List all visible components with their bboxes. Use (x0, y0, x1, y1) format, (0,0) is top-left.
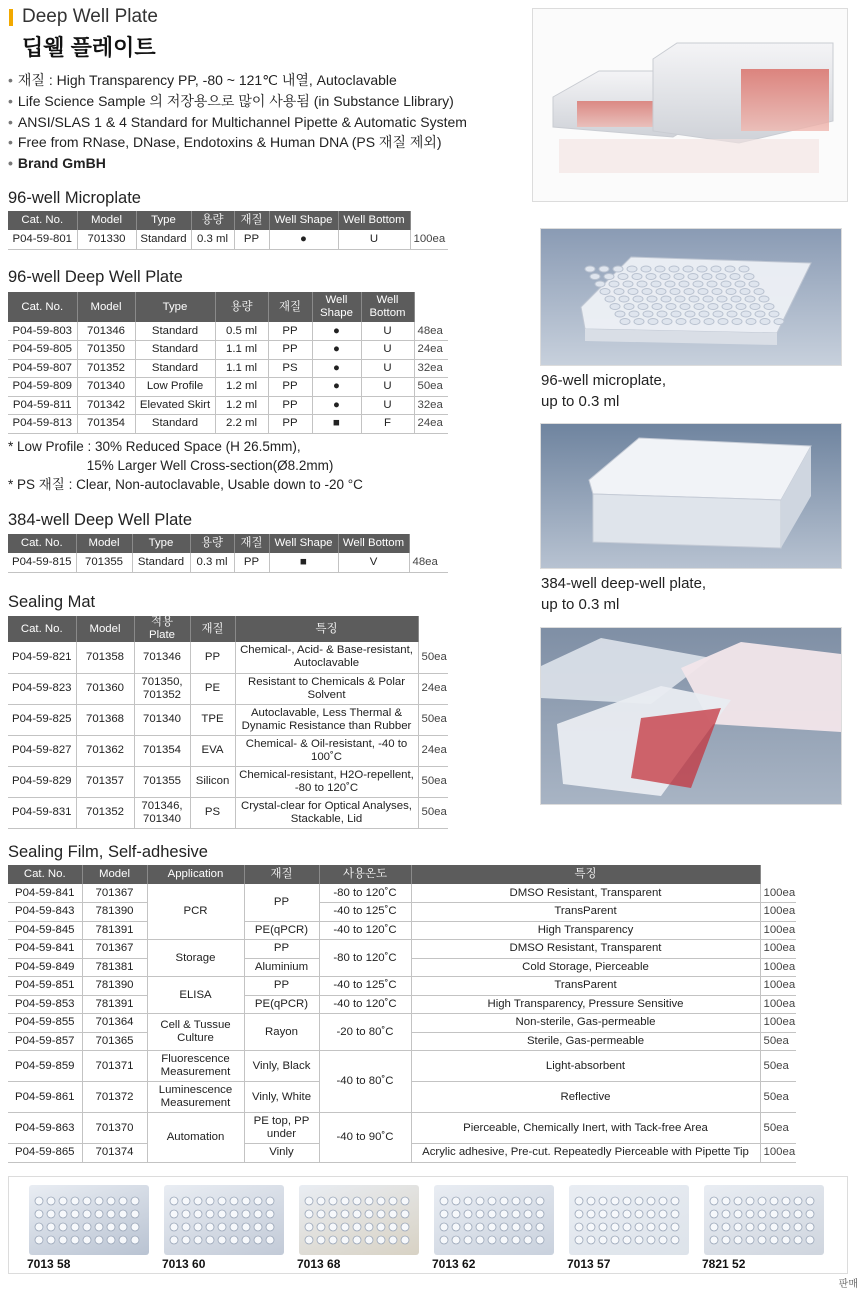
cell: U (361, 359, 414, 378)
cell: F (361, 415, 414, 434)
cell-temp: -40 to 120˚C (319, 995, 411, 1014)
cell: P04-59-823 (8, 673, 76, 704)
th-cat: Cat. No. (8, 865, 82, 884)
cell: P04-59-841 (8, 884, 82, 903)
cell: Chemical-resistant, H2O-repellent, -80 to 120˚C (235, 766, 418, 797)
cell-feature: Acrylic adhesive, Pre-cut. Repeatedly Pierceable with Pipette Tip (411, 1144, 760, 1163)
cell: P04-59-815 (8, 553, 76, 572)
cell: 701367 (82, 940, 147, 959)
cell: ● (312, 341, 361, 360)
table-row (8, 921, 796, 940)
cell-application: Automation (147, 1113, 244, 1163)
cell: TPE (190, 704, 235, 735)
cell-material: PE top, PP under (244, 1113, 319, 1144)
cell: Elevated Skirt (135, 396, 215, 415)
table-row (8, 884, 796, 903)
note-low-profile-2: 15% Larger Well Cross-section(Ø8.2mm) (8, 458, 334, 473)
cell: 781390 (82, 977, 147, 996)
cell: U (361, 396, 414, 415)
note-low-profile: * Low Profile : 30% Reduced Space (H 26.5mm), (8, 439, 301, 454)
cell: P04-59-829 (8, 766, 76, 797)
cell: ● (312, 378, 361, 397)
cell: 701368 (76, 704, 134, 735)
cell-qty: 50ea (760, 1082, 796, 1113)
section-title-mat: Sealing Mat (8, 593, 96, 611)
th-volume: 용량 (215, 292, 268, 322)
table-row (8, 977, 796, 996)
table-row (8, 735, 448, 766)
cell: Crystal-clear for Optical Analyses, Stackable, Lid (235, 797, 418, 828)
th-well-bottom: Well Bottom (361, 292, 414, 322)
table-header (8, 534, 448, 553)
cell: 701346 (134, 642, 190, 673)
cell: 701360 (76, 673, 134, 704)
photo-deep-well-plates (532, 8, 848, 202)
cell: 701370 (82, 1113, 147, 1144)
table-row (8, 797, 448, 828)
cell-temp: -80 to 120˚C (319, 884, 411, 903)
microplate-illustration (541, 229, 841, 365)
cell: U (338, 230, 410, 249)
cell-qty: 24ea (414, 415, 448, 434)
cell: Chemical-, Acid- & Base-resistant, Autoclavable (235, 642, 418, 673)
cell: 0.3 ml (191, 230, 234, 249)
cell: P04-59-861 (8, 1082, 82, 1113)
th-type: Type (135, 292, 215, 322)
th-model: Model (76, 534, 132, 553)
caption-microplate (541, 370, 666, 412)
th-blank (409, 534, 448, 553)
cell: 1.2 ml (215, 378, 268, 397)
cell-qty: 100ea (760, 958, 796, 977)
cell-material: Aluminium (244, 958, 319, 977)
cell-feature: Cold Storage, Pierceable (411, 958, 760, 977)
cell-feature: TransParent (411, 903, 760, 922)
cell: 701364 (82, 1014, 147, 1033)
cell: 701346, 701340 (134, 797, 190, 828)
cell-qty: 24ea (418, 673, 448, 704)
bullet-usage: • Life Science Sample 의 저장용으로 많이 사용됨 (in Substance Llibrary) (8, 91, 518, 112)
cell: 701367 (82, 884, 147, 903)
cell-temp: -40 to 90˚C (319, 1113, 411, 1163)
cell: PP (268, 396, 312, 415)
cell-material: PE(qPCR) (244, 921, 319, 940)
cell-qty: 50ea (418, 642, 448, 673)
cell: P04-59-821 (8, 642, 76, 673)
table-header (8, 616, 448, 642)
th-blank (418, 616, 448, 642)
cell-material: Vinly, White (244, 1082, 319, 1113)
table-row (8, 230, 448, 249)
bullet-brand: • Brand GmBH (8, 153, 518, 174)
cell: 1.1 ml (215, 359, 268, 378)
page-title-ko: 딥웰 플레이트 (22, 35, 156, 60)
cell: P04-59-841 (8, 940, 82, 959)
cell-temp: -20 to 80˚C (319, 1014, 411, 1051)
cell: PE (190, 673, 235, 704)
cell-qty: 48ea (409, 553, 448, 572)
cell-qty: 100ea (760, 903, 796, 922)
cell-feature: Sterile, Gas-permeable (411, 1032, 760, 1051)
cell-qty: 50ea (414, 378, 448, 397)
sealing-mat-table (8, 616, 448, 829)
cell: 781391 (82, 921, 147, 940)
cell-qty: 32ea (414, 396, 448, 415)
th-material: 재질 (268, 292, 312, 322)
cell-temp: -40 to 120˚C (319, 921, 411, 940)
section-title-deep384: 384-well Deep Well Plate (8, 511, 193, 529)
cell-feature: TransParent (411, 977, 760, 996)
cell: Low Profile (135, 378, 215, 397)
cell-feature: Light-absorbent (411, 1051, 760, 1082)
th-well-bottom: Well Bottom (338, 211, 410, 230)
cell: P04-59-865 (8, 1144, 82, 1163)
cell: ■ (312, 415, 361, 434)
cell: P04-59-831 (8, 797, 76, 828)
th-plate: 적용 Plate (134, 616, 190, 642)
cell: P04-59-857 (8, 1032, 82, 1051)
mat-body (8, 642, 448, 828)
cell: 701354 (77, 415, 135, 434)
th-cat: Cat. No. (8, 211, 77, 230)
cell: P04-59-809 (8, 378, 77, 397)
cell: Silicon (190, 766, 235, 797)
table-row (8, 1014, 796, 1033)
th-feature: 특징 (235, 616, 418, 642)
strip-label: 7821 52 (702, 1257, 746, 1271)
cell: Standard (135, 359, 215, 378)
th-material: 재질 (234, 211, 269, 230)
page-marker: 판매 (838, 1279, 858, 1290)
photo-384-deep-well (540, 423, 842, 569)
th-well-shape: Well Shape (312, 292, 361, 322)
cell: P04-59-807 (8, 359, 77, 378)
cell: Chemical- & Oil-resistant, -40 to 100˚C (235, 735, 418, 766)
cell: P04-59-827 (8, 735, 76, 766)
cell: P04-59-813 (8, 415, 77, 434)
cell: P04-59-853 (8, 995, 82, 1014)
cell: P04-59-843 (8, 903, 82, 922)
th-model: Model (77, 211, 136, 230)
caption-microplate-line1: 96-well microplate, (541, 372, 667, 389)
strip-image (434, 1185, 554, 1255)
cell-qty: 50ea (760, 1113, 796, 1144)
cell: Standard (135, 322, 215, 341)
cell: 701346 (77, 322, 135, 341)
table-row (8, 1113, 796, 1144)
cell-material: PE(qPCR) (244, 995, 319, 1014)
th-blank (414, 292, 448, 322)
cell: PP (234, 553, 269, 572)
cell: PP (268, 341, 312, 360)
bullet-material: • 재질 : High Transparency PP, -80 ~ 121℃ 내열, Autoclavable (8, 70, 518, 91)
cell-application: ELISA (147, 977, 244, 1014)
bullet-standard: • ANSI/SLAS 1 & 4 Standard for Multichannel Pipette & Automatic System (8, 112, 518, 133)
cell: 701371 (82, 1051, 147, 1082)
section-title-microplate: 96-well Microplate (8, 189, 141, 207)
cell-application: Storage (147, 940, 244, 977)
cell: 701354 (134, 735, 190, 766)
th-blank (410, 211, 448, 230)
deep-well-plates-illustration (533, 9, 847, 201)
cell-feature: Pierceable, Chemically Inert, with Tack-free Area (411, 1113, 760, 1144)
table-header (8, 292, 448, 322)
note-ps: * PS 재질 : Clear, Non-autoclavable, Usable down to -20 °C (8, 477, 363, 492)
th-temp: 사용온도 (319, 865, 411, 884)
th-material: 재질 (234, 534, 269, 553)
bullet-free-from: • Free from RNase, DNase, Endotoxins & Human DNA (PS 재질 제외) (8, 132, 518, 153)
page-title-en: Deep Well Plate (22, 6, 158, 27)
cell: Standard (135, 341, 215, 360)
th-well-shape: Well Shape (269, 534, 338, 553)
cell: P04-59-825 (8, 704, 76, 735)
cell-qty: 50ea (418, 797, 448, 828)
cell-qty: 100ea (760, 977, 796, 996)
cell: 701340 (77, 378, 135, 397)
table-row (8, 553, 448, 572)
cell: Autoclavable, Less Thermal & Dynamic Resistance than Rubber (235, 704, 418, 735)
sealing-mat-illustration (541, 628, 841, 804)
strip-image (569, 1185, 689, 1255)
cell: 701362 (76, 735, 134, 766)
cell: 2.2 ml (215, 415, 268, 434)
cell: 701352 (76, 797, 134, 828)
cell-feature: DMSO Resistant, Transparent (411, 940, 760, 959)
cell: U (361, 322, 414, 341)
cell: P04-59-805 (8, 341, 77, 360)
table-header (8, 211, 448, 230)
cell: ■ (269, 553, 338, 572)
cell: PP (268, 322, 312, 341)
th-volume: 용량 (190, 534, 234, 553)
cell: 1.2 ml (215, 396, 268, 415)
table-row (8, 378, 448, 397)
table-row (8, 940, 796, 959)
cell: 781381 (82, 958, 147, 977)
cell: 701350, 701352 (134, 673, 190, 704)
cell-material: Rayon (244, 1014, 319, 1051)
th-volume: 용량 (191, 211, 234, 230)
cell-qty: 24ea (414, 341, 448, 360)
cell: 701330 (77, 230, 136, 249)
cell-qty: 100ea (760, 995, 796, 1014)
cell: ● (269, 230, 338, 249)
cell-application: Fluorescence Measurement (147, 1051, 244, 1082)
notes (8, 437, 518, 494)
th-feature: 특징 (411, 865, 760, 884)
cell: 701372 (82, 1082, 147, 1113)
cell: Resistant to Chemicals & Polar Solvent (235, 673, 418, 704)
cell-qty: 100ea (760, 921, 796, 940)
table-row (8, 673, 448, 704)
th-material: 재질 (244, 865, 319, 884)
strip-label: 7013 68 (297, 1257, 341, 1271)
strip-image (704, 1185, 824, 1255)
film-body (8, 884, 796, 1162)
th-type: Type (136, 211, 191, 230)
cell-material: Vinly (244, 1144, 319, 1163)
strip-image (29, 1185, 149, 1255)
cell: V (338, 553, 409, 572)
deep384-table (8, 534, 448, 573)
cell-feature: High Transparency (411, 921, 760, 940)
cell-material: PP (244, 977, 319, 996)
strip-label: 7013 62 (432, 1257, 476, 1271)
cell-qty: 50ea (418, 766, 448, 797)
cell-application: PCR (147, 884, 244, 940)
caption-deep384-line2: up to 0.3 ml (541, 596, 620, 613)
cell-qty: 100ea (410, 230, 448, 249)
cell: PP (234, 230, 269, 249)
cell: EVA (190, 735, 235, 766)
photo-sealing-mat (540, 627, 842, 805)
cell: P04-59-851 (8, 977, 82, 996)
cell-application: Cell & Tussue Culture (147, 1014, 244, 1051)
th-well-shape: Well Shape (269, 211, 338, 230)
deep96-body (8, 322, 448, 433)
th-cat: Cat. No. (8, 292, 77, 322)
cell: 0.3 ml (190, 553, 234, 572)
cell: P04-59-863 (8, 1113, 82, 1144)
cell-material: Vinly, Black (244, 1051, 319, 1082)
cell: P04-59-859 (8, 1051, 82, 1082)
section-title-deep96: 96-well Deep Well Plate (8, 268, 183, 286)
cell: P04-59-811 (8, 396, 77, 415)
cell: PP (190, 642, 235, 673)
cell: PS (190, 797, 235, 828)
cell: PP (268, 415, 312, 434)
microplate-table (8, 211, 448, 250)
cell: Standard (135, 415, 215, 434)
cell-application: Luminescence Measurement (147, 1082, 244, 1113)
cell: 0.5 ml (215, 322, 268, 341)
cell: P04-59-801 (8, 230, 77, 249)
cell-feature: Reflective (411, 1082, 760, 1113)
cell: 701374 (82, 1144, 147, 1163)
cell-temp: -80 to 120˚C (319, 940, 411, 977)
th-model: Model (76, 616, 134, 642)
caption-deep384-line1: 384-well deep-well plate, (541, 575, 707, 592)
cell-qty: 100ea (760, 1144, 796, 1163)
cell-qty: 50ea (760, 1051, 796, 1082)
table-row (8, 322, 448, 341)
cell: P04-59-803 (8, 322, 77, 341)
th-cat: Cat. No. (8, 534, 76, 553)
cell: 701365 (82, 1032, 147, 1051)
deep384-illustration (541, 424, 841, 568)
sealing-film-strip (8, 1176, 848, 1274)
table-row (8, 415, 448, 434)
cell: 701355 (76, 553, 132, 572)
cell: 701340 (134, 704, 190, 735)
cell: ● (312, 396, 361, 415)
spec-bullets (8, 70, 518, 174)
cell: 781391 (82, 995, 147, 1014)
cell-feature: High Transparency, Pressure Sensitive (411, 995, 760, 1014)
cell: 701342 (77, 396, 135, 415)
cell: P04-59-845 (8, 921, 82, 940)
cell-temp: -40 to 125˚C (319, 903, 411, 922)
deep96-table (8, 292, 448, 434)
table-row (8, 704, 448, 735)
table-row (8, 1051, 796, 1082)
cell: PS (268, 359, 312, 378)
cell-qty: 24ea (418, 735, 448, 766)
cell: 701358 (76, 642, 134, 673)
cell: 701355 (134, 766, 190, 797)
cell: Standard (136, 230, 191, 249)
cell: 701350 (77, 341, 135, 360)
cell: U (361, 341, 414, 360)
cell: 701352 (77, 359, 135, 378)
table-row (8, 642, 448, 673)
cell: 781390 (82, 903, 147, 922)
cell: ● (312, 359, 361, 378)
cell-feature: Non-sterile, Gas-permeable (411, 1014, 760, 1033)
table-row (8, 341, 448, 360)
table-row (8, 766, 448, 797)
th-application: Application (147, 865, 244, 884)
caption-microplate-line2: up to 0.3 ml (541, 393, 620, 410)
cell: 1.1 ml (215, 341, 268, 360)
cell: Standard (132, 553, 190, 572)
table-row (8, 995, 796, 1014)
th-cat: Cat. No. (8, 616, 76, 642)
th-model: Model (82, 865, 147, 884)
cell-material: PP (244, 940, 319, 959)
cell: ● (312, 322, 361, 341)
cell: P04-59-849 (8, 958, 82, 977)
cell-qty: 32ea (414, 359, 448, 378)
table-row (8, 903, 796, 922)
cell-material: PP (244, 884, 319, 921)
cell-temp: -40 to 125˚C (319, 977, 411, 996)
cell: U (361, 378, 414, 397)
sealing-film-table (8, 865, 796, 1163)
cell-qty: 48ea (414, 322, 448, 341)
cell-qty: 100ea (760, 1014, 796, 1033)
cell: P04-59-855 (8, 1014, 82, 1033)
table-row (8, 396, 448, 415)
strip-label: 7013 58 (27, 1257, 71, 1271)
cell-qty: 50ea (418, 704, 448, 735)
cell: PP (268, 378, 312, 397)
cell-feature: DMSO Resistant, Transparent (411, 884, 760, 903)
th-type: Type (132, 534, 190, 553)
table-row (8, 359, 448, 378)
section-title-film: Sealing Film, Self-adhesive (8, 843, 208, 861)
header-accent-bar (9, 9, 13, 26)
cell: 701357 (76, 766, 134, 797)
photo-96-well-microplate (540, 228, 842, 366)
cell-temp: -40 to 80˚C (319, 1051, 411, 1113)
th-blank (760, 865, 796, 884)
th-material: 재질 (190, 616, 235, 642)
cell-qty: 100ea (760, 940, 796, 959)
strip-image (299, 1185, 419, 1255)
strip-label: 7013 60 (162, 1257, 206, 1271)
caption-deep384 (541, 573, 706, 615)
cell-qty: 50ea (760, 1032, 796, 1051)
th-well-bottom: Well Bottom (338, 534, 409, 553)
cell-qty: 100ea (760, 884, 796, 903)
strip-image (164, 1185, 284, 1255)
th-model: Model (77, 292, 135, 322)
strip-label: 7013 57 (567, 1257, 611, 1271)
table-header (8, 865, 796, 884)
